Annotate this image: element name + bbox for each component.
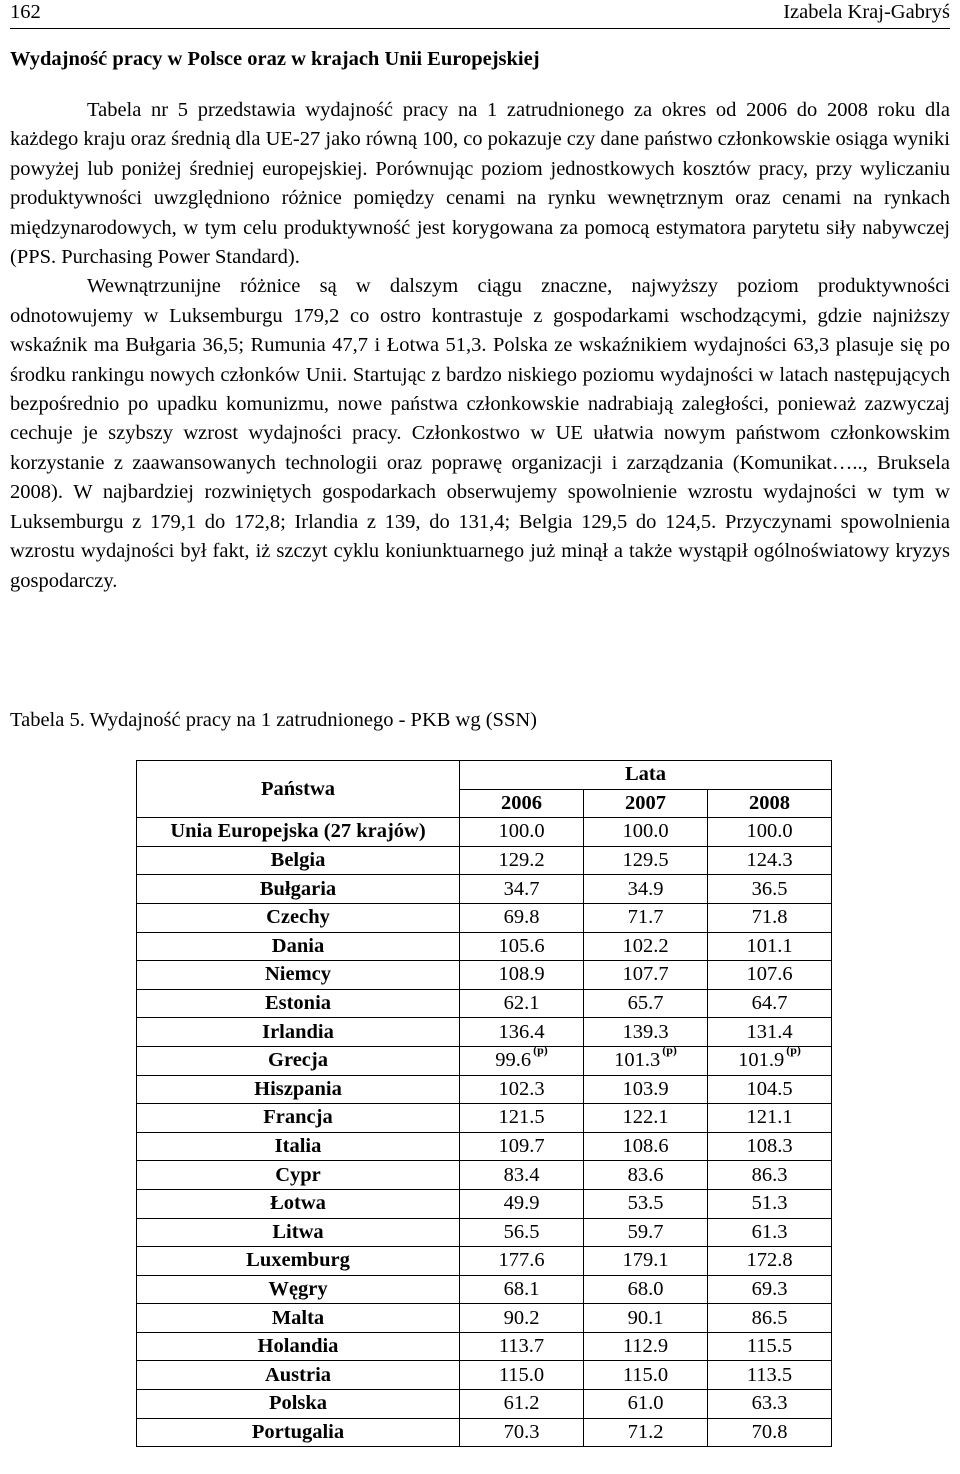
value-cell bbox=[584, 1275, 708, 1304]
value-cell bbox=[460, 1275, 584, 1304]
country-cell: Dania bbox=[137, 932, 460, 961]
value-text: 100.0 bbox=[498, 820, 545, 843]
value-text: 124.3 bbox=[746, 849, 793, 872]
year-header: 2006 bbox=[460, 789, 584, 818]
table-row bbox=[137, 1390, 832, 1419]
value-text: 177.6 bbox=[498, 1249, 545, 1272]
value-cell bbox=[708, 932, 832, 961]
value-cell bbox=[584, 1189, 708, 1218]
year-header: 2007 bbox=[584, 789, 708, 818]
value-cell bbox=[708, 875, 832, 904]
preliminary-note-mark: (p) bbox=[662, 1043, 677, 1058]
value-cell bbox=[584, 1218, 708, 1247]
preliminary-note-mark: (p) bbox=[786, 1043, 801, 1058]
country-cell: Unia Europejska (27 krajów) bbox=[137, 818, 460, 847]
value-cell bbox=[708, 1104, 832, 1133]
value-cell bbox=[460, 1043, 584, 1075]
table-row bbox=[137, 1275, 832, 1304]
value-text: 83.4 bbox=[503, 1163, 540, 1186]
value-text: 109.7 bbox=[498, 1135, 545, 1158]
value-cell bbox=[584, 846, 708, 875]
value-text: 61.3 bbox=[751, 1220, 788, 1243]
country-cell: Austria bbox=[137, 1361, 460, 1390]
value-text: 61.2 bbox=[503, 1392, 540, 1415]
value-text: 112.9 bbox=[622, 1335, 669, 1358]
value-text: 36.5 bbox=[751, 877, 788, 900]
value-cell bbox=[708, 846, 832, 875]
value-text: 115.0 bbox=[498, 1363, 545, 1386]
value-text: 71.2 bbox=[627, 1420, 664, 1443]
country-cell: Bułgaria bbox=[137, 875, 460, 904]
value-text: 113.5 bbox=[746, 1363, 793, 1386]
country-cell: Czechy bbox=[137, 903, 460, 932]
value-text: 121.5 bbox=[498, 1106, 545, 1129]
value-cell bbox=[584, 875, 708, 904]
table-row bbox=[137, 1304, 832, 1333]
value-cell bbox=[584, 818, 708, 847]
value-text: 99.6 bbox=[495, 1049, 532, 1072]
value-text: 115.0 bbox=[622, 1363, 669, 1386]
value-cell bbox=[584, 1361, 708, 1390]
running-head-author: Izabela Kraj-Gabryś bbox=[783, 1, 950, 23]
value-cell bbox=[708, 961, 832, 990]
value-cell bbox=[708, 818, 832, 847]
country-cell: Portugalia bbox=[137, 1418, 460, 1447]
value-cell bbox=[584, 1018, 708, 1047]
value-text: 69.8 bbox=[503, 906, 540, 929]
page-number: 162 bbox=[10, 1, 41, 23]
value-cell bbox=[708, 1018, 832, 1047]
country-cell: Italia bbox=[137, 1132, 460, 1161]
value-text: 101.9 bbox=[738, 1049, 785, 1072]
value-cell bbox=[708, 1189, 832, 1218]
value-cell bbox=[460, 1304, 584, 1333]
value-cell bbox=[584, 1075, 708, 1104]
value-text: 107.6 bbox=[746, 963, 793, 986]
page-header bbox=[10, 0, 950, 28]
value-text: 179.1 bbox=[622, 1249, 669, 1272]
value-text: 62.1 bbox=[503, 992, 540, 1015]
value-text: 108.3 bbox=[746, 1135, 793, 1158]
value-cell bbox=[708, 1247, 832, 1276]
value-text: 68.0 bbox=[627, 1277, 664, 1300]
table-row bbox=[137, 1046, 832, 1075]
value-cell bbox=[460, 1418, 584, 1447]
value-text: 108.9 bbox=[498, 963, 545, 986]
country-cell: Francja bbox=[137, 1104, 460, 1133]
value-text: 34.9 bbox=[627, 877, 664, 900]
value-text: 53.5 bbox=[627, 1192, 664, 1215]
value-text: 103.9 bbox=[622, 1077, 669, 1100]
value-text: 129.2 bbox=[498, 849, 545, 872]
country-cell: Polska bbox=[137, 1390, 460, 1419]
value-cell bbox=[460, 818, 584, 847]
value-text: 64.7 bbox=[751, 992, 788, 1015]
value-text: 61.0 bbox=[627, 1392, 664, 1415]
country-cell: Hiszpania bbox=[137, 1075, 460, 1104]
value-text: 122.1 bbox=[622, 1106, 669, 1129]
value-cell bbox=[584, 989, 708, 1018]
value-text: 70.8 bbox=[751, 1420, 788, 1443]
value-cell bbox=[584, 932, 708, 961]
value-cell bbox=[584, 1332, 708, 1361]
country-cell: Niemcy bbox=[137, 961, 460, 990]
value-cell bbox=[460, 1332, 584, 1361]
table-row bbox=[137, 1218, 832, 1247]
value-text: 86.3 bbox=[751, 1163, 788, 1186]
value-text: 49.9 bbox=[503, 1192, 540, 1215]
table-row bbox=[137, 846, 832, 875]
value-cell bbox=[460, 1247, 584, 1276]
country-cell: Belgia bbox=[137, 846, 460, 875]
section-title: Wydajność pracy w Polsce oraz w krajach Unii Europejskiej bbox=[10, 48, 540, 70]
value-cell bbox=[708, 989, 832, 1018]
value-cell bbox=[584, 1304, 708, 1333]
value-cell bbox=[460, 846, 584, 875]
value-text: 172.8 bbox=[746, 1249, 793, 1272]
value-cell bbox=[460, 1075, 584, 1104]
value-cell bbox=[460, 1218, 584, 1247]
value-text: 121.1 bbox=[746, 1106, 793, 1129]
value-text: 108.6 bbox=[622, 1135, 669, 1158]
value-cell bbox=[460, 875, 584, 904]
table-body bbox=[137, 818, 832, 1447]
value-text: 139.3 bbox=[622, 1020, 669, 1043]
value-cell bbox=[708, 1304, 832, 1333]
value-text: 113.7 bbox=[498, 1335, 545, 1358]
value-cell bbox=[708, 1132, 832, 1161]
value-text: 71.8 bbox=[751, 906, 788, 929]
value-text: 56.5 bbox=[503, 1220, 540, 1243]
table-header-row bbox=[137, 761, 832, 790]
value-cell bbox=[708, 1361, 832, 1390]
value-cell bbox=[584, 903, 708, 932]
paragraph: Wewnątrzunijne różnice są w dalszym ciągu znaczne, najwyższy poziom produktywności odnotowujemy w Luksemburgu 179,2 co ostro kontrastuje z gospodarkami wschodzącymi, gdzie najniższy wskaźnik ma Bułgaria 36,5; Rumunia 47,7 i Łotwa 51,3. Polska ze wskaźnikiem wydajności 63,3 plasuje się po środku rankingu nowych członków Unii. Startując z bardzo niskiego poziomu wydajności w latach następujących bezpośrednio po upadku komunizmu, nowe państwa członkowskie nadrabiają zaległości, ponieważ zazwyczaj cechuje je szybszy wzrost wydajności pracy. Członkostwo w UE ułatwia nowym państwom członkowskim korzystanie z zaawansowanych technologii oraz poprawę organizacji i zarządzania (Komunikat….., Bruksela 2008). W najbardziej rozwiniętych gospodarkach obserwujemy spowolnienie wzrostu wydajności w tym w Luksemburgu z 179,1 do 172,8; Irlandia z 139, do 131,4; Belgia 129,5 do 124,5. Przyczynami spowolnienia wzrostu wydajności był fakt, iż szczyt cyklu koniunktuarnego już minął a także wystąpił ogólnoświatowy kryzys gospodarczy. bbox=[10, 275, 950, 592]
value-text: 65.7 bbox=[627, 992, 664, 1015]
country-cell: Łotwa bbox=[137, 1189, 460, 1218]
table-row bbox=[137, 875, 832, 904]
value-text: 136.4 bbox=[498, 1020, 545, 1043]
value-cell bbox=[584, 1132, 708, 1161]
table-row bbox=[137, 1247, 832, 1276]
value-text: 107.7 bbox=[622, 963, 669, 986]
value-cell bbox=[708, 1275, 832, 1304]
value-cell bbox=[460, 989, 584, 1018]
value-text: 68.1 bbox=[503, 1277, 540, 1300]
table-caption: Tabela 5. Wydajność pracy na 1 zatrudnionego - PKB wg (SSN) bbox=[10, 709, 537, 731]
table-row bbox=[137, 1075, 832, 1104]
value-text: 59.7 bbox=[627, 1220, 664, 1243]
value-cell bbox=[460, 1189, 584, 1218]
value-cell bbox=[584, 1043, 708, 1075]
value-cell bbox=[708, 1218, 832, 1247]
preliminary-note-mark: (p) bbox=[533, 1043, 548, 1058]
table-row bbox=[137, 1361, 832, 1390]
value-text: 51.3 bbox=[751, 1192, 788, 1215]
table-row bbox=[137, 1418, 832, 1447]
value-text: 69.3 bbox=[751, 1277, 788, 1300]
table-row bbox=[137, 1189, 832, 1218]
value-cell bbox=[460, 961, 584, 990]
table-row bbox=[137, 1018, 832, 1047]
value-text: 83.6 bbox=[627, 1163, 664, 1186]
value-text: 115.5 bbox=[746, 1335, 793, 1358]
value-text: 102.3 bbox=[498, 1077, 545, 1100]
value-cell bbox=[708, 1418, 832, 1447]
country-cell: Cypr bbox=[137, 1161, 460, 1190]
value-cell bbox=[708, 1043, 832, 1075]
value-cell bbox=[460, 1390, 584, 1419]
value-cell bbox=[708, 1390, 832, 1419]
value-cell bbox=[708, 1332, 832, 1361]
value-cell bbox=[460, 932, 584, 961]
header-rule bbox=[10, 28, 950, 29]
value-text: 104.5 bbox=[746, 1077, 793, 1100]
value-cell bbox=[708, 903, 832, 932]
table-row bbox=[137, 1104, 832, 1133]
country-cell: Węgry bbox=[137, 1275, 460, 1304]
value-cell bbox=[584, 961, 708, 990]
value-cell bbox=[460, 1361, 584, 1390]
value-cell bbox=[460, 1104, 584, 1133]
table-row bbox=[137, 1332, 832, 1361]
table-row bbox=[137, 932, 832, 961]
country-cell: Malta bbox=[137, 1304, 460, 1333]
value-text: 105.6 bbox=[498, 934, 545, 957]
value-text: 101.3 bbox=[614, 1049, 661, 1072]
country-cell: Estonia bbox=[137, 989, 460, 1018]
value-text: 100.0 bbox=[746, 820, 793, 843]
value-text: 90.2 bbox=[503, 1306, 540, 1329]
value-cell bbox=[708, 1161, 832, 1190]
value-cell bbox=[584, 1161, 708, 1190]
value-text: 70.3 bbox=[503, 1420, 540, 1443]
value-cell bbox=[584, 1247, 708, 1276]
value-text: 131.4 bbox=[746, 1020, 793, 1043]
country-cell: Grecja bbox=[137, 1046, 460, 1075]
paragraph: Tabela nr 5 przedstawia wydajność pracy na 1 zatrudnionego za okres od 2006 do 2008 roku dla każdego kraju oraz średnią dla UE-27 jako równą 100, co pokazuje czy dane państwo członkowskie osiąga wyniki powyżej lub poniżej średniej europejskiej. Porównując poziom jednostkowych kosztów pracy, przy wyliczaniu produktywności uwzględniono różnice pomiędzy cenami na rynku wewnętrznym oraz cenami na rynkach międzynarodowych, w tym celu produktywność jest korygowana za pomocą estymatora parytetu siły nabywczej (PPS. Purchasing Power Standard). bbox=[10, 99, 950, 269]
country-column-header: Państwa bbox=[137, 761, 460, 818]
table-row bbox=[137, 818, 832, 847]
value-text: 101.1 bbox=[746, 934, 793, 957]
value-text: 129.5 bbox=[622, 849, 669, 872]
productivity-table bbox=[136, 760, 832, 1447]
value-cell bbox=[460, 903, 584, 932]
table-row bbox=[137, 961, 832, 990]
table-row bbox=[137, 903, 832, 932]
year-header: 2008 bbox=[708, 789, 832, 818]
value-text: 100.0 bbox=[622, 820, 669, 843]
table-row bbox=[137, 1132, 832, 1161]
value-text: 71.7 bbox=[627, 906, 664, 929]
country-cell: Litwa bbox=[137, 1218, 460, 1247]
value-cell bbox=[460, 1132, 584, 1161]
value-cell bbox=[584, 1104, 708, 1133]
value-cell bbox=[584, 1418, 708, 1447]
country-cell: Irlandia bbox=[137, 1018, 460, 1047]
value-cell bbox=[460, 1018, 584, 1047]
value-text: 34.7 bbox=[503, 877, 540, 900]
value-cell bbox=[460, 1161, 584, 1190]
value-cell bbox=[584, 1390, 708, 1419]
table-row bbox=[137, 989, 832, 1018]
country-cell: Luxemburg bbox=[137, 1247, 460, 1276]
body-text bbox=[10, 96, 950, 596]
value-text: 102.2 bbox=[622, 934, 669, 957]
table-row bbox=[137, 1161, 832, 1190]
value-text: 90.1 bbox=[627, 1306, 664, 1329]
value-text: 86.5 bbox=[751, 1306, 788, 1329]
value-cell bbox=[708, 1075, 832, 1104]
years-group-header: Lata bbox=[460, 761, 832, 790]
country-cell: Holandia bbox=[137, 1332, 460, 1361]
value-text: 63.3 bbox=[751, 1392, 788, 1415]
